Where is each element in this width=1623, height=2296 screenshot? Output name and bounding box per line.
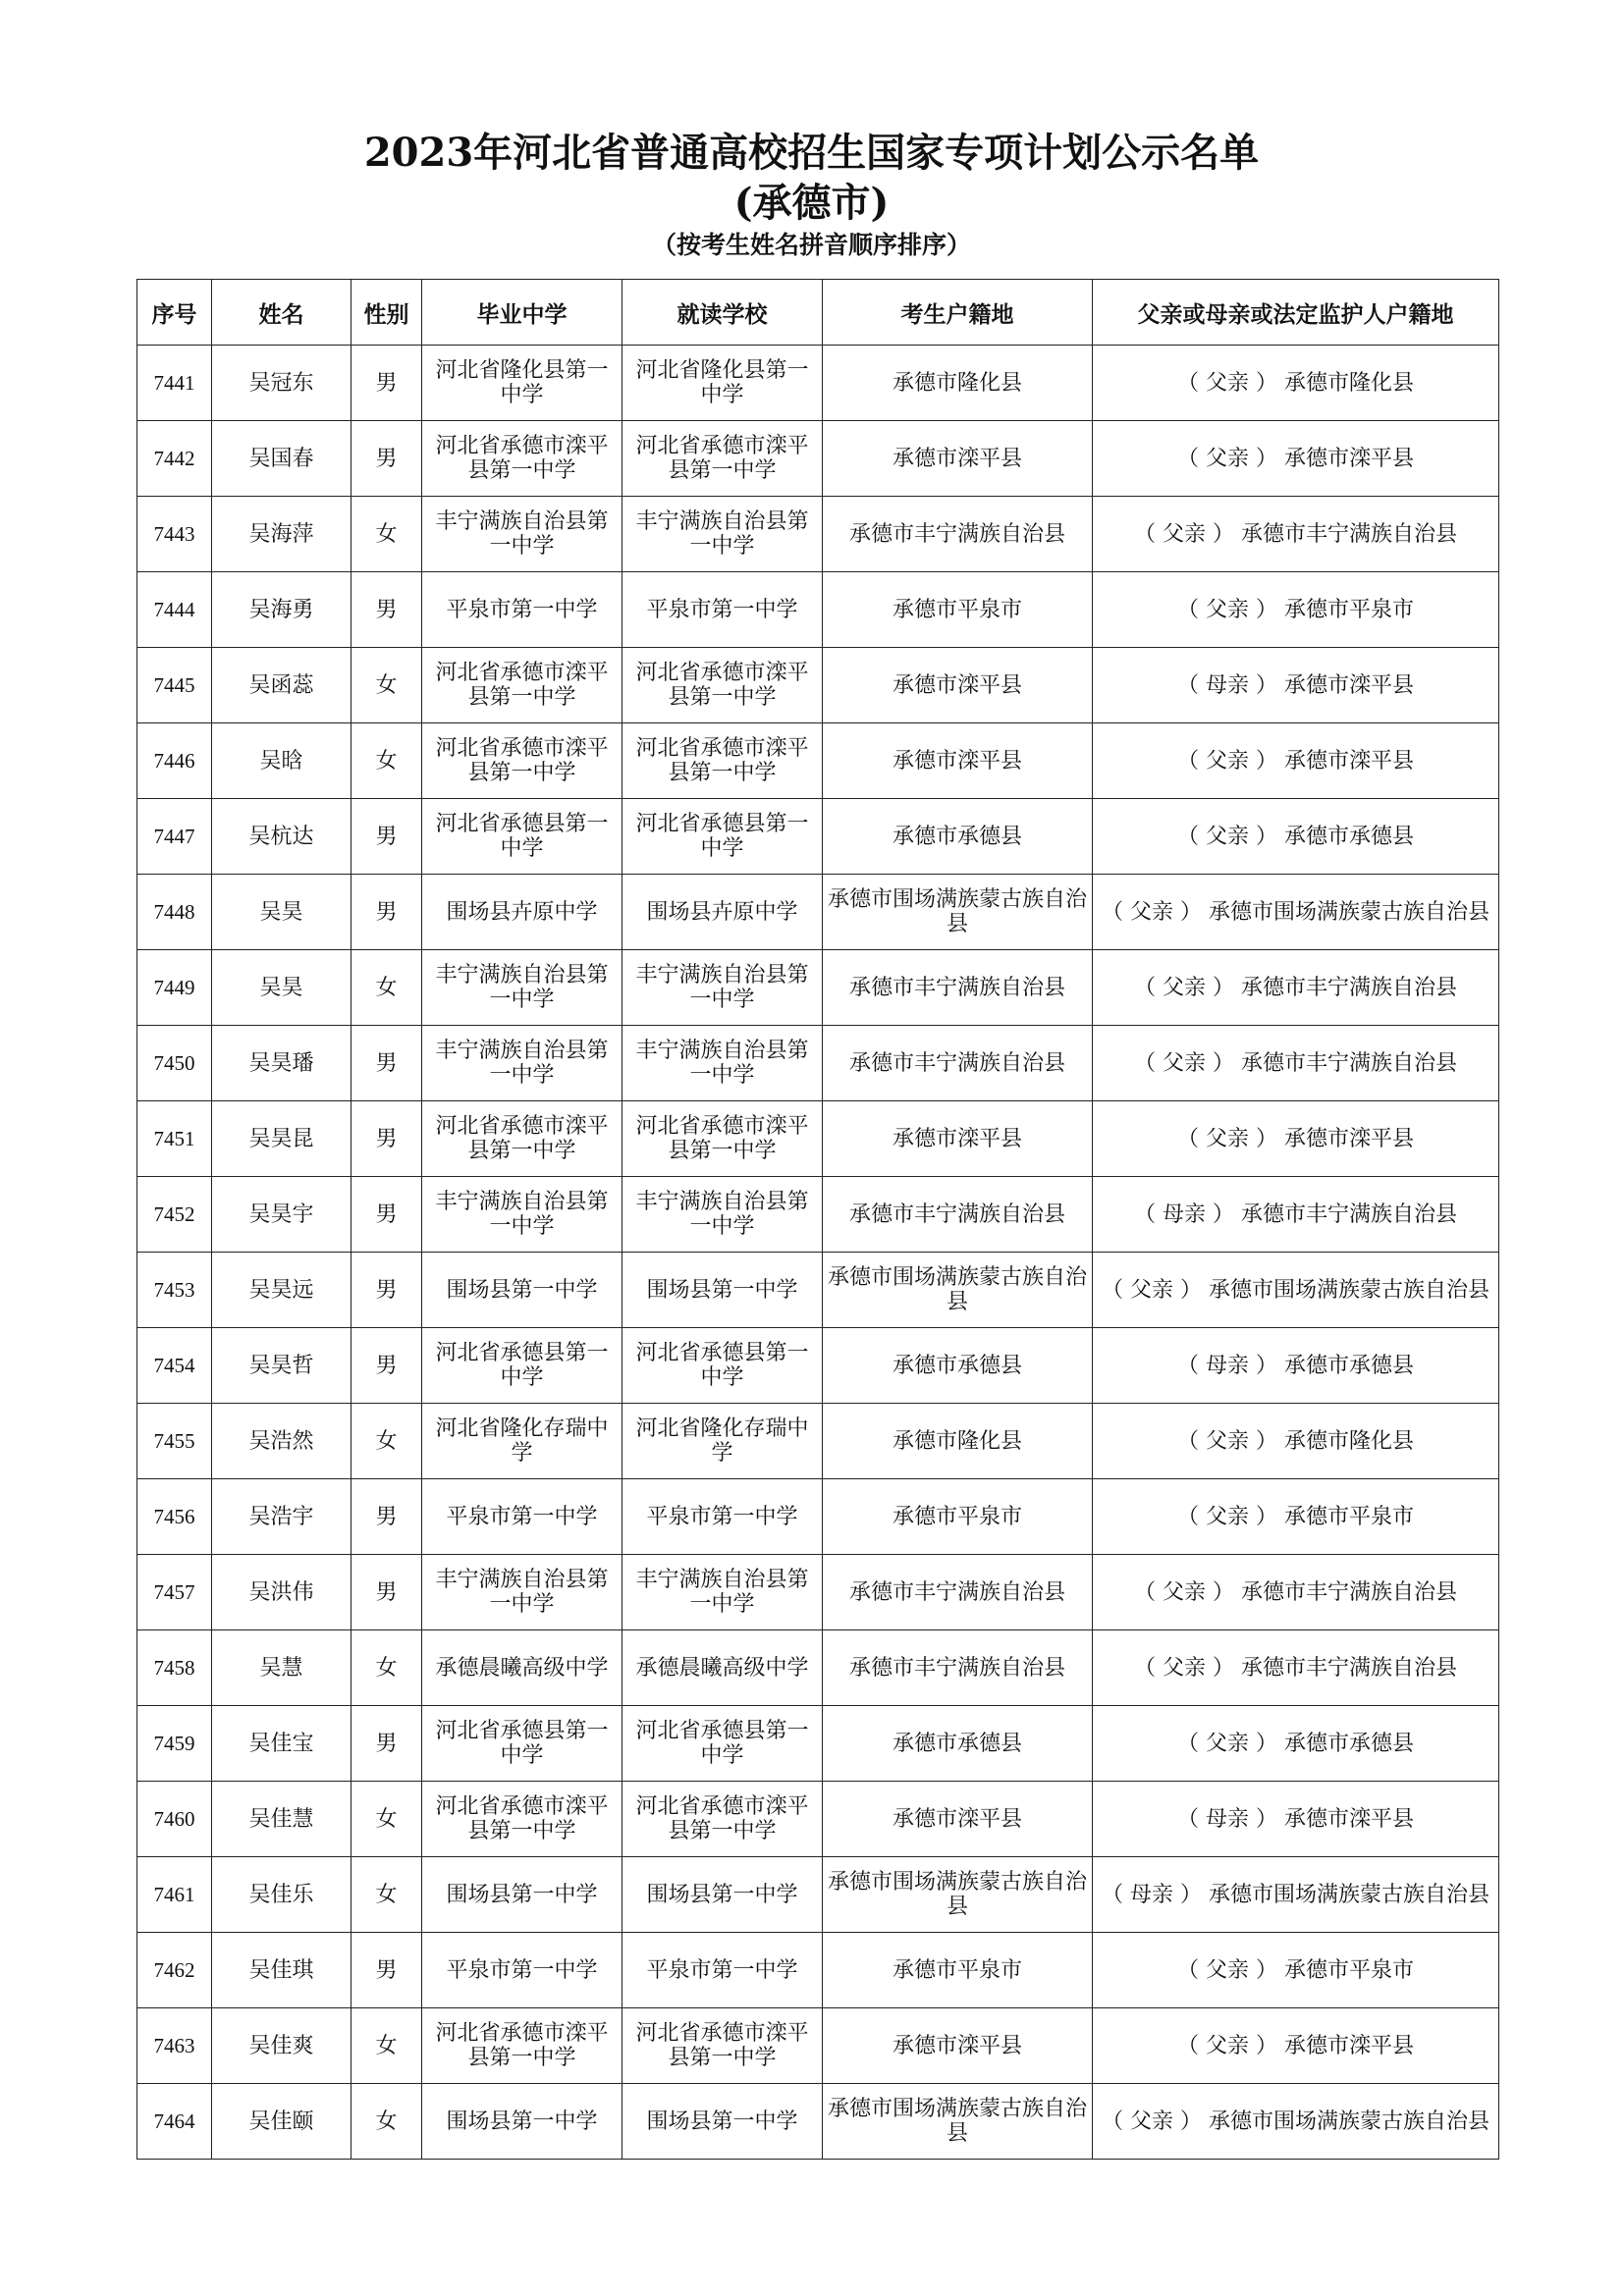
cell-current-school: 丰宁满族自治县第一中学 <box>622 1555 823 1630</box>
guardian-domicile: 承德市滦平县 <box>1283 672 1414 698</box>
cell-name: 吴海萍 <box>212 497 352 572</box>
cell-seq: 7461 <box>137 1857 212 1933</box>
cell-seq: 7453 <box>137 1253 212 1328</box>
cell-seq: 7449 <box>137 950 212 1026</box>
cell-gender: 女 <box>352 723 422 799</box>
cell-grad-school: 围场县卉原中学 <box>422 875 622 950</box>
cell-gender: 男 <box>352 572 422 648</box>
cell-name: 吴函蕊 <box>212 648 352 723</box>
column-header-name: 姓名 <box>212 280 352 346</box>
guardian-domicile: 承德市滦平县 <box>1283 748 1414 774</box>
table-body <box>137 346 1499 2160</box>
cell-guardian <box>1093 1404 1499 1479</box>
cell-domicile: 承德市滦平县 <box>823 723 1093 799</box>
guardian-relation: （ 父亲 ） <box>1176 1428 1277 1454</box>
cell-domicile: 承德市承德县 <box>823 799 1093 875</box>
cell-domicile: 承德市承德县 <box>823 1328 1093 1404</box>
cell-domicile: 承德市隆化县 <box>823 346 1093 421</box>
cell-name: 吴浩宇 <box>212 1479 352 1555</box>
column-header-guardian-domicile: 父亲或母亲或法定监护人户籍地 <box>1093 280 1499 346</box>
cell-gender: 男 <box>352 1933 422 2008</box>
cell-name: 吴慧 <box>212 1630 352 1706</box>
guardian-relation: （ 父亲 ） <box>1101 899 1202 925</box>
cell-grad-school: 河北省承德县第一中学 <box>422 1328 622 1404</box>
cell-guardian <box>1093 497 1499 572</box>
cell-current-school: 河北省承德市滦平县第一中学 <box>622 723 823 799</box>
guardian-relation: （ 父亲 ） <box>1176 1126 1277 1151</box>
guardian-domicile: 承德市围场满族蒙古族自治县 <box>1208 1882 1489 1907</box>
cell-domicile: 承德市丰宁满族自治县 <box>823 1026 1093 1101</box>
cell-gender: 女 <box>352 1630 422 1706</box>
guardian-relation: （ 父亲 ） <box>1133 521 1234 547</box>
cell-name: 吴昊昆 <box>212 1101 352 1177</box>
cell-name: 吴昊 <box>212 950 352 1026</box>
table-row <box>137 1253 1499 1328</box>
cell-grad-school: 承德晨曦高级中学 <box>422 1630 622 1706</box>
table-row <box>137 1706 1499 1782</box>
cell-name: 吴佳爽 <box>212 2008 352 2084</box>
guardian-domicile: 承德市围场满族蒙古族自治县 <box>1208 1277 1489 1303</box>
cell-domicile: 承德市丰宁满族自治县 <box>823 1177 1093 1253</box>
cell-domicile: 承德市围场满族蒙古族自治县 <box>823 1857 1093 1933</box>
cell-name: 吴海勇 <box>212 572 352 648</box>
guardian-relation: （ 父亲 ） <box>1101 2109 1202 2134</box>
cell-name: 吴昊 <box>212 875 352 950</box>
cell-name: 吴洪伟 <box>212 1555 352 1630</box>
cell-gender: 男 <box>352 421 422 497</box>
cell-seq: 7448 <box>137 875 212 950</box>
cell-name: 吴佳宝 <box>212 1706 352 1782</box>
cell-domicile: 承德市平泉市 <box>823 1479 1093 1555</box>
cell-name: 吴佳慧 <box>212 1782 352 1857</box>
guardian-relation: （ 父亲 ） <box>1176 446 1277 471</box>
cell-seq: 7445 <box>137 648 212 723</box>
cell-seq: 7460 <box>137 1782 212 1857</box>
cell-grad-school: 河北省承德市滦平县第一中学 <box>422 1101 622 1177</box>
cell-gender: 男 <box>352 1479 422 1555</box>
cell-guardian <box>1093 875 1499 950</box>
cell-seq: 7441 <box>137 346 212 421</box>
guardian-domicile: 承德市承德县 <box>1283 824 1414 849</box>
cell-seq: 7464 <box>137 2084 212 2160</box>
cell-gender: 女 <box>352 1782 422 1857</box>
cell-domicile: 承德市滦平县 <box>823 2008 1093 2084</box>
guardian-relation: （ 父亲 ） <box>1176 1957 1277 1983</box>
column-header-current-school: 就读学校 <box>622 280 823 346</box>
cell-domicile: 承德市隆化县 <box>823 1404 1093 1479</box>
cell-grad-school: 平泉市第一中学 <box>422 1479 622 1555</box>
cell-grad-school: 河北省承德县第一中学 <box>422 799 622 875</box>
cell-seq: 7451 <box>137 1101 212 1177</box>
cell-seq: 7446 <box>137 723 212 799</box>
cell-domicile: 承德市滦平县 <box>823 1782 1093 1857</box>
table-row <box>137 1177 1499 1253</box>
cell-grad-school: 丰宁满族自治县第一中学 <box>422 497 622 572</box>
cell-guardian <box>1093 648 1499 723</box>
guardian-relation: （ 父亲 ） <box>1101 1277 1202 1303</box>
cell-grad-school: 河北省承德市滦平县第一中学 <box>422 723 622 799</box>
cell-current-school: 丰宁满族自治县第一中学 <box>622 497 823 572</box>
table-row <box>137 572 1499 648</box>
cell-guardian <box>1093 572 1499 648</box>
cell-current-school: 平泉市第一中学 <box>622 1933 823 2008</box>
cell-name: 吴浩然 <box>212 1404 352 1479</box>
guardian-domicile: 承德市平泉市 <box>1283 1957 1414 1983</box>
cell-grad-school: 河北省承德市滦平县第一中学 <box>422 1782 622 1857</box>
cell-current-school: 河北省承德市滦平县第一中学 <box>622 1782 823 1857</box>
column-header-domicile: 考生户籍地 <box>823 280 1093 346</box>
cell-guardian <box>1093 1479 1499 1555</box>
cell-grad-school: 围场县第一中学 <box>422 1253 622 1328</box>
cell-seq: 7456 <box>137 1479 212 1555</box>
guardian-domicile: 承德市丰宁满族自治县 <box>1240 1201 1457 1227</box>
cell-seq: 7450 <box>137 1026 212 1101</box>
column-header-grad-school: 毕业中学 <box>422 280 622 346</box>
cell-gender: 女 <box>352 648 422 723</box>
cell-domicile: 承德市丰宁满族自治县 <box>823 1555 1093 1630</box>
cell-guardian <box>1093 1933 1499 2008</box>
guardian-relation: （ 父亲 ） <box>1176 2033 1277 2058</box>
cell-domicile: 承德市平泉市 <box>823 572 1093 648</box>
cell-name: 吴佳颐 <box>212 2084 352 2160</box>
guardian-domicile: 承德市滦平县 <box>1283 1806 1414 1832</box>
cell-current-school: 河北省承德县第一中学 <box>622 1706 823 1782</box>
cell-domicile: 承德市围场满族蒙古族自治县 <box>823 2084 1093 2160</box>
header-row <box>137 280 1499 346</box>
table-row <box>137 799 1499 875</box>
cell-name: 吴国春 <box>212 421 352 497</box>
guardian-domicile: 承德市隆化县 <box>1283 1428 1414 1454</box>
table-row <box>137 648 1499 723</box>
guardian-domicile: 承德市围场满族蒙古族自治县 <box>1208 899 1489 925</box>
table-row <box>137 1782 1499 1857</box>
cell-current-school: 平泉市第一中学 <box>622 1479 823 1555</box>
guardian-relation: （ 母亲 ） <box>1101 1882 1202 1907</box>
table-row <box>137 346 1499 421</box>
table-row <box>137 1933 1499 2008</box>
table-row <box>137 1630 1499 1706</box>
cell-domicile: 承德市围场满族蒙古族自治县 <box>823 1253 1093 1328</box>
cell-guardian <box>1093 950 1499 1026</box>
cell-guardian <box>1093 1328 1499 1404</box>
cell-grad-school: 河北省承德县第一中学 <box>422 1706 622 1782</box>
table-row <box>137 2084 1499 2160</box>
cell-current-school: 围场县第一中学 <box>622 2084 823 2160</box>
guardian-domicile: 承德市丰宁满族自治县 <box>1240 975 1457 1000</box>
cell-current-school: 丰宁满族自治县第一中学 <box>622 1026 823 1101</box>
guardian-domicile: 承德市滦平县 <box>1283 2033 1414 2058</box>
cell-grad-school: 围场县第一中学 <box>422 1857 622 1933</box>
table-row <box>137 1328 1499 1404</box>
cell-gender: 男 <box>352 1706 422 1782</box>
cell-gender: 男 <box>352 1555 422 1630</box>
cell-seq: 7454 <box>137 1328 212 1404</box>
guardian-relation: （ 父亲 ） <box>1176 370 1277 396</box>
guardian-domicile: 承德市丰宁满族自治县 <box>1240 1050 1457 1076</box>
cell-domicile: 承德市承德县 <box>823 1706 1093 1782</box>
cell-domicile: 承德市丰宁满族自治县 <box>823 950 1093 1026</box>
roster-table <box>136 279 1499 2160</box>
cell-name: 吴昊哲 <box>212 1328 352 1404</box>
cell-domicile: 承德市丰宁满族自治县 <box>823 497 1093 572</box>
cell-gender: 男 <box>352 1253 422 1328</box>
guardian-domicile: 承德市滦平县 <box>1283 446 1414 471</box>
cell-domicile: 承德市滦平县 <box>823 421 1093 497</box>
cell-guardian <box>1093 1782 1499 1857</box>
cell-name: 吴杭达 <box>212 799 352 875</box>
cell-grad-school: 河北省隆化存瑞中学 <box>422 1404 622 1479</box>
cell-guardian <box>1093 2008 1499 2084</box>
cell-guardian <box>1093 1253 1499 1328</box>
cell-name: 吴冠东 <box>212 346 352 421</box>
cell-current-school: 围场县第一中学 <box>622 1857 823 1933</box>
cell-guardian <box>1093 346 1499 421</box>
cell-grad-school: 河北省承德市滦平县第一中学 <box>422 648 622 723</box>
guardian-relation: （ 父亲 ） <box>1176 1731 1277 1756</box>
cell-grad-school: 河北省承德市滦平县第一中学 <box>422 421 622 497</box>
guardian-domicile: 承德市丰宁满族自治县 <box>1240 521 1457 547</box>
table-row <box>137 1404 1499 1479</box>
cell-grad-school: 丰宁满族自治县第一中学 <box>422 1555 622 1630</box>
cell-seq: 7458 <box>137 1630 212 1706</box>
cell-name: 吴昊宇 <box>212 1177 352 1253</box>
cell-gender: 男 <box>352 1328 422 1404</box>
cell-domicile: 承德市滦平县 <box>823 1101 1093 1177</box>
cell-seq: 7463 <box>137 2008 212 2084</box>
cell-guardian <box>1093 1555 1499 1630</box>
cell-domicile: 承德市平泉市 <box>823 1933 1093 2008</box>
table-header <box>137 280 1499 346</box>
cell-seq: 7444 <box>137 572 212 648</box>
cell-seq: 7442 <box>137 421 212 497</box>
table-row <box>137 950 1499 1026</box>
guardian-domicile: 承德市承德县 <box>1283 1353 1414 1378</box>
guardian-relation: （ 父亲 ） <box>1133 1655 1234 1681</box>
guardian-domicile: 承德市丰宁满族自治县 <box>1240 1579 1457 1605</box>
cell-gender: 女 <box>352 1404 422 1479</box>
cell-seq: 7447 <box>137 799 212 875</box>
cell-guardian <box>1093 1177 1499 1253</box>
cell-name: 吴昊璠 <box>212 1026 352 1101</box>
guardian-domicile: 承德市滦平县 <box>1283 1126 1414 1151</box>
document-title: 2023年河北省普通高校招生国家专项计划公示名单 <box>363 130 1260 176</box>
column-header-seq: 序号 <box>137 280 212 346</box>
guardian-relation: （ 父亲 ） <box>1176 1504 1277 1529</box>
cell-domicile: 承德市丰宁满族自治县 <box>823 1630 1093 1706</box>
cell-gender: 男 <box>352 1026 422 1101</box>
cell-grad-school: 丰宁满族自治县第一中学 <box>422 950 622 1026</box>
cell-gender: 男 <box>352 799 422 875</box>
guardian-relation: （ 父亲 ） <box>1176 748 1277 774</box>
cell-current-school: 围场县卉原中学 <box>622 875 823 950</box>
guardian-relation: （ 母亲 ） <box>1176 1353 1277 1378</box>
cell-grad-school: 丰宁满族自治县第一中学 <box>422 1026 622 1101</box>
cell-name: 吴昊远 <box>212 1253 352 1328</box>
cell-grad-school: 丰宁满族自治县第一中学 <box>422 1177 622 1253</box>
cell-gender: 女 <box>352 2084 422 2160</box>
cell-guardian <box>1093 799 1499 875</box>
cell-seq: 7459 <box>137 1706 212 1782</box>
cell-current-school: 承德晨曦高级中学 <box>622 1630 823 1706</box>
guardian-relation: （ 母亲 ） <box>1176 672 1277 698</box>
cell-current-school: 河北省承德县第一中学 <box>622 799 823 875</box>
guardian-domicile: 承德市隆化县 <box>1283 370 1414 396</box>
cell-current-school: 平泉市第一中学 <box>622 572 823 648</box>
guardian-domicile: 承德市丰宁满族自治县 <box>1240 1655 1457 1681</box>
cell-grad-school: 河北省隆化县第一中学 <box>422 346 622 421</box>
cell-name: 吴佳琪 <box>212 1933 352 2008</box>
cell-grad-school: 平泉市第一中学 <box>422 572 622 648</box>
cell-seq: 7455 <box>137 1404 212 1479</box>
cell-gender: 男 <box>352 346 422 421</box>
document-subtitle: (承德市) <box>733 180 890 226</box>
cell-seq: 7443 <box>137 497 212 572</box>
guardian-domicile: 承德市平泉市 <box>1283 597 1414 622</box>
table-row <box>137 1479 1499 1555</box>
cell-current-school: 丰宁满族自治县第一中学 <box>622 950 823 1026</box>
cell-gender: 女 <box>352 1857 422 1933</box>
cell-guardian <box>1093 723 1499 799</box>
guardian-relation: （ 母亲 ） <box>1133 1201 1234 1227</box>
cell-current-school: 河北省承德市滦平县第一中学 <box>622 648 823 723</box>
cell-gender: 女 <box>352 2008 422 2084</box>
table-row <box>137 1101 1499 1177</box>
table-row <box>137 723 1499 799</box>
cell-guardian <box>1093 1026 1499 1101</box>
cell-current-school: 河北省承德市滦平县第一中学 <box>622 2008 823 2084</box>
table-row <box>137 875 1499 950</box>
cell-domicile: 承德市围场满族蒙古族自治县 <box>823 875 1093 950</box>
table-row <box>137 1555 1499 1630</box>
column-header-gender: 性别 <box>352 280 422 346</box>
cell-current-school: 河北省承德市滦平县第一中学 <box>622 421 823 497</box>
cell-grad-school: 河北省承德市滦平县第一中学 <box>422 2008 622 2084</box>
cell-seq: 7452 <box>137 1177 212 1253</box>
cell-name: 吴佳乐 <box>212 1857 352 1933</box>
cell-current-school: 河北省承德市滦平县第一中学 <box>622 1101 823 1177</box>
table-row <box>137 497 1499 572</box>
cell-guardian <box>1093 2084 1499 2160</box>
cell-gender: 男 <box>352 1101 422 1177</box>
cell-grad-school: 平泉市第一中学 <box>422 1933 622 2008</box>
guardian-relation: （ 父亲 ） <box>1133 975 1234 1000</box>
cell-seq: 7457 <box>137 1555 212 1630</box>
guardian-domicile: 承德市平泉市 <box>1283 1504 1414 1529</box>
cell-guardian <box>1093 1630 1499 1706</box>
guardian-domicile: 承德市围场满族蒙古族自治县 <box>1208 2109 1489 2134</box>
table-row <box>137 421 1499 497</box>
guardian-relation: （ 父亲 ） <box>1176 824 1277 849</box>
guardian-relation: （ 父亲 ） <box>1176 597 1277 622</box>
guardian-relation: （ 母亲 ） <box>1176 1806 1277 1832</box>
cell-guardian <box>1093 1101 1499 1177</box>
cell-domicile: 承德市滦平县 <box>823 648 1093 723</box>
cell-name: 吴晗 <box>212 723 352 799</box>
guardian-relation: （ 父亲 ） <box>1133 1050 1234 1076</box>
cell-guardian <box>1093 1857 1499 1933</box>
cell-gender: 女 <box>352 497 422 572</box>
cell-guardian <box>1093 1706 1499 1782</box>
table-row <box>137 1026 1499 1101</box>
cell-guardian <box>1093 421 1499 497</box>
guardian-relation: （ 父亲 ） <box>1133 1579 1234 1605</box>
table-row <box>137 2008 1499 2084</box>
cell-current-school: 围场县第一中学 <box>622 1253 823 1328</box>
sort-note: （按考生姓名拼音顺序排序） <box>651 231 971 259</box>
cell-current-school: 丰宁满族自治县第一中学 <box>622 1177 823 1253</box>
cell-grad-school: 围场县第一中学 <box>422 2084 622 2160</box>
table-row <box>137 1857 1499 1933</box>
cell-current-school: 河北省承德县第一中学 <box>622 1328 823 1404</box>
cell-current-school: 河北省隆化存瑞中学 <box>622 1404 823 1479</box>
cell-gender: 男 <box>352 875 422 950</box>
guardian-domicile: 承德市承德县 <box>1283 1731 1414 1756</box>
cell-seq: 7462 <box>137 1933 212 2008</box>
cell-gender: 女 <box>352 950 422 1026</box>
cell-gender: 男 <box>352 1177 422 1253</box>
cell-current-school: 河北省隆化县第一中学 <box>622 346 823 421</box>
